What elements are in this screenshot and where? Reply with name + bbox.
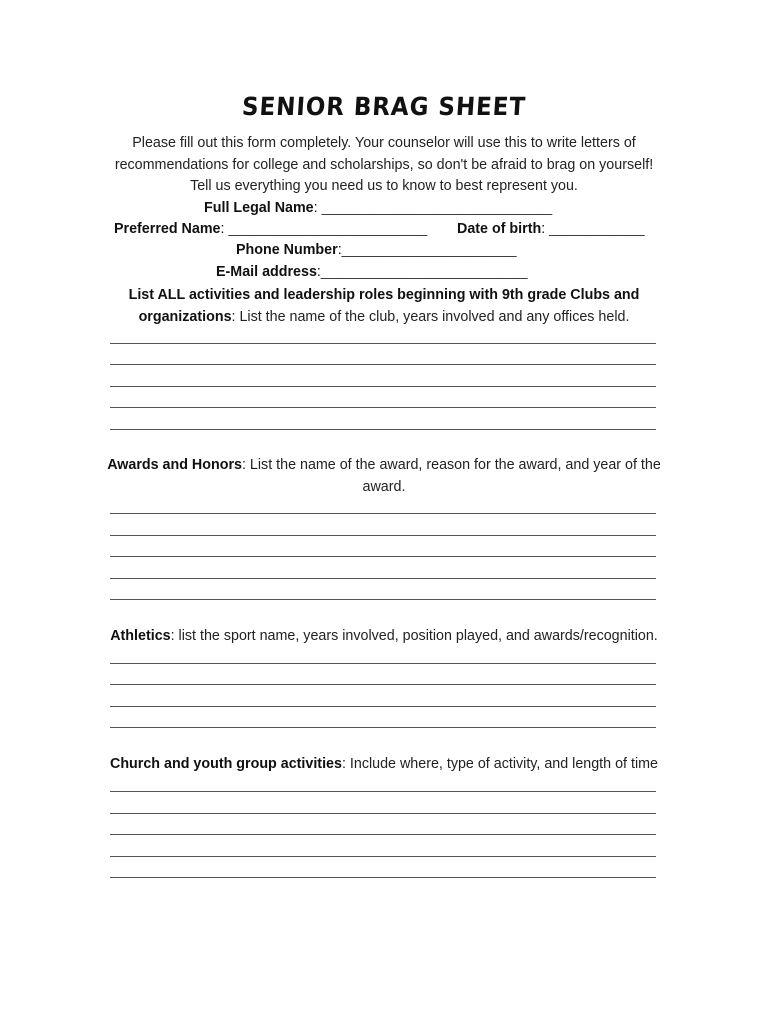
intro-text xyxy=(0,133,768,198)
awards-answer-line[interactable] xyxy=(110,578,656,579)
church-section-heading xyxy=(0,754,768,776)
activities-answer-line[interactable] xyxy=(110,386,656,387)
athletics-section-heading xyxy=(0,626,768,648)
preferred-name-field[interactable] xyxy=(114,221,427,237)
full-legal-name-field[interactable] xyxy=(204,200,552,216)
date-of-birth-blank[interactable]: ____________ xyxy=(549,221,645,237)
email-address-blank[interactable]: __________________________ xyxy=(320,264,528,280)
awards-instruction-cont: award. xyxy=(362,478,406,495)
church-answer-line[interactable] xyxy=(110,877,656,878)
phone-number-blank[interactable]: ______________________ xyxy=(341,242,517,258)
field-colon: : xyxy=(316,264,321,280)
church-answer-line[interactable] xyxy=(110,813,656,814)
athletics-answer-line[interactable] xyxy=(110,684,656,685)
phone-number-label: Phone Number xyxy=(236,242,338,258)
activities-heading-line2: organizations xyxy=(138,308,232,325)
intro-line: Please fill out this form completely. Your counselor will use this to write letters of xyxy=(132,135,636,151)
activities-instruction: : List the name of the club, years involved and any offices held. xyxy=(231,308,630,325)
preferred-name-label: Preferred Name xyxy=(114,221,221,237)
church-instruction: : Include where, type of activity, and length of time xyxy=(341,756,658,772)
email-address-field[interactable] xyxy=(216,264,528,280)
field-colon: : xyxy=(541,221,550,237)
church-answer-line[interactable] xyxy=(110,856,656,857)
activities-answer-line[interactable] xyxy=(110,343,656,344)
awards-heading: Awards and Honors xyxy=(107,457,242,473)
field-colon: : xyxy=(313,200,322,216)
full-legal-name-blank[interactable]: _____________________________ xyxy=(321,200,553,216)
page-title: SENIOR BRAG SHEET xyxy=(241,92,527,121)
email-address-label: E-Mail address xyxy=(216,264,317,280)
awards-instruction: : List the name of the award, reason for the award, and year of the xyxy=(241,457,661,473)
preferred-name-blank[interactable]: _________________________ xyxy=(228,221,428,237)
activities-section-heading xyxy=(0,285,768,328)
church-heading: Church and youth group activities xyxy=(110,756,342,772)
field-colon: : xyxy=(220,221,229,237)
athletics-answer-line[interactable] xyxy=(110,727,656,728)
phone-number-field[interactable] xyxy=(236,242,517,258)
church-answer-line[interactable] xyxy=(110,834,656,835)
activities-heading-line1: List ALL activities and leadership roles beginning with 9th grade Clubs and xyxy=(128,287,640,303)
athletics-instruction: : list the sport name, years involved, position played, and awards/recognition. xyxy=(170,628,658,644)
activities-answer-line[interactable] xyxy=(110,429,656,430)
date-of-birth-label: Date of birth xyxy=(457,221,542,237)
athletics-heading: Athletics xyxy=(110,628,171,644)
church-answer-line[interactable] xyxy=(110,791,656,792)
activities-answer-line[interactable] xyxy=(110,407,656,408)
full-legal-name-label: Full Legal Name xyxy=(204,200,314,216)
awards-answer-line[interactable] xyxy=(110,535,656,536)
intro-line: recommendations for college and scholarships, so don't be afraid to brag on yourself! xyxy=(114,156,654,173)
awards-answer-line[interactable] xyxy=(110,513,656,514)
awards-section-heading xyxy=(0,455,768,498)
awards-answer-line[interactable] xyxy=(110,556,656,557)
awards-answer-line[interactable] xyxy=(110,599,656,600)
intro-line: Tell us everything you need us to know to best represent you. xyxy=(190,178,578,194)
field-colon: : xyxy=(337,242,342,258)
athletics-answer-line[interactable] xyxy=(110,706,656,707)
athletics-answer-line[interactable] xyxy=(110,663,656,664)
date-of-birth-field[interactable] xyxy=(457,221,645,237)
activities-answer-line[interactable] xyxy=(110,364,656,365)
